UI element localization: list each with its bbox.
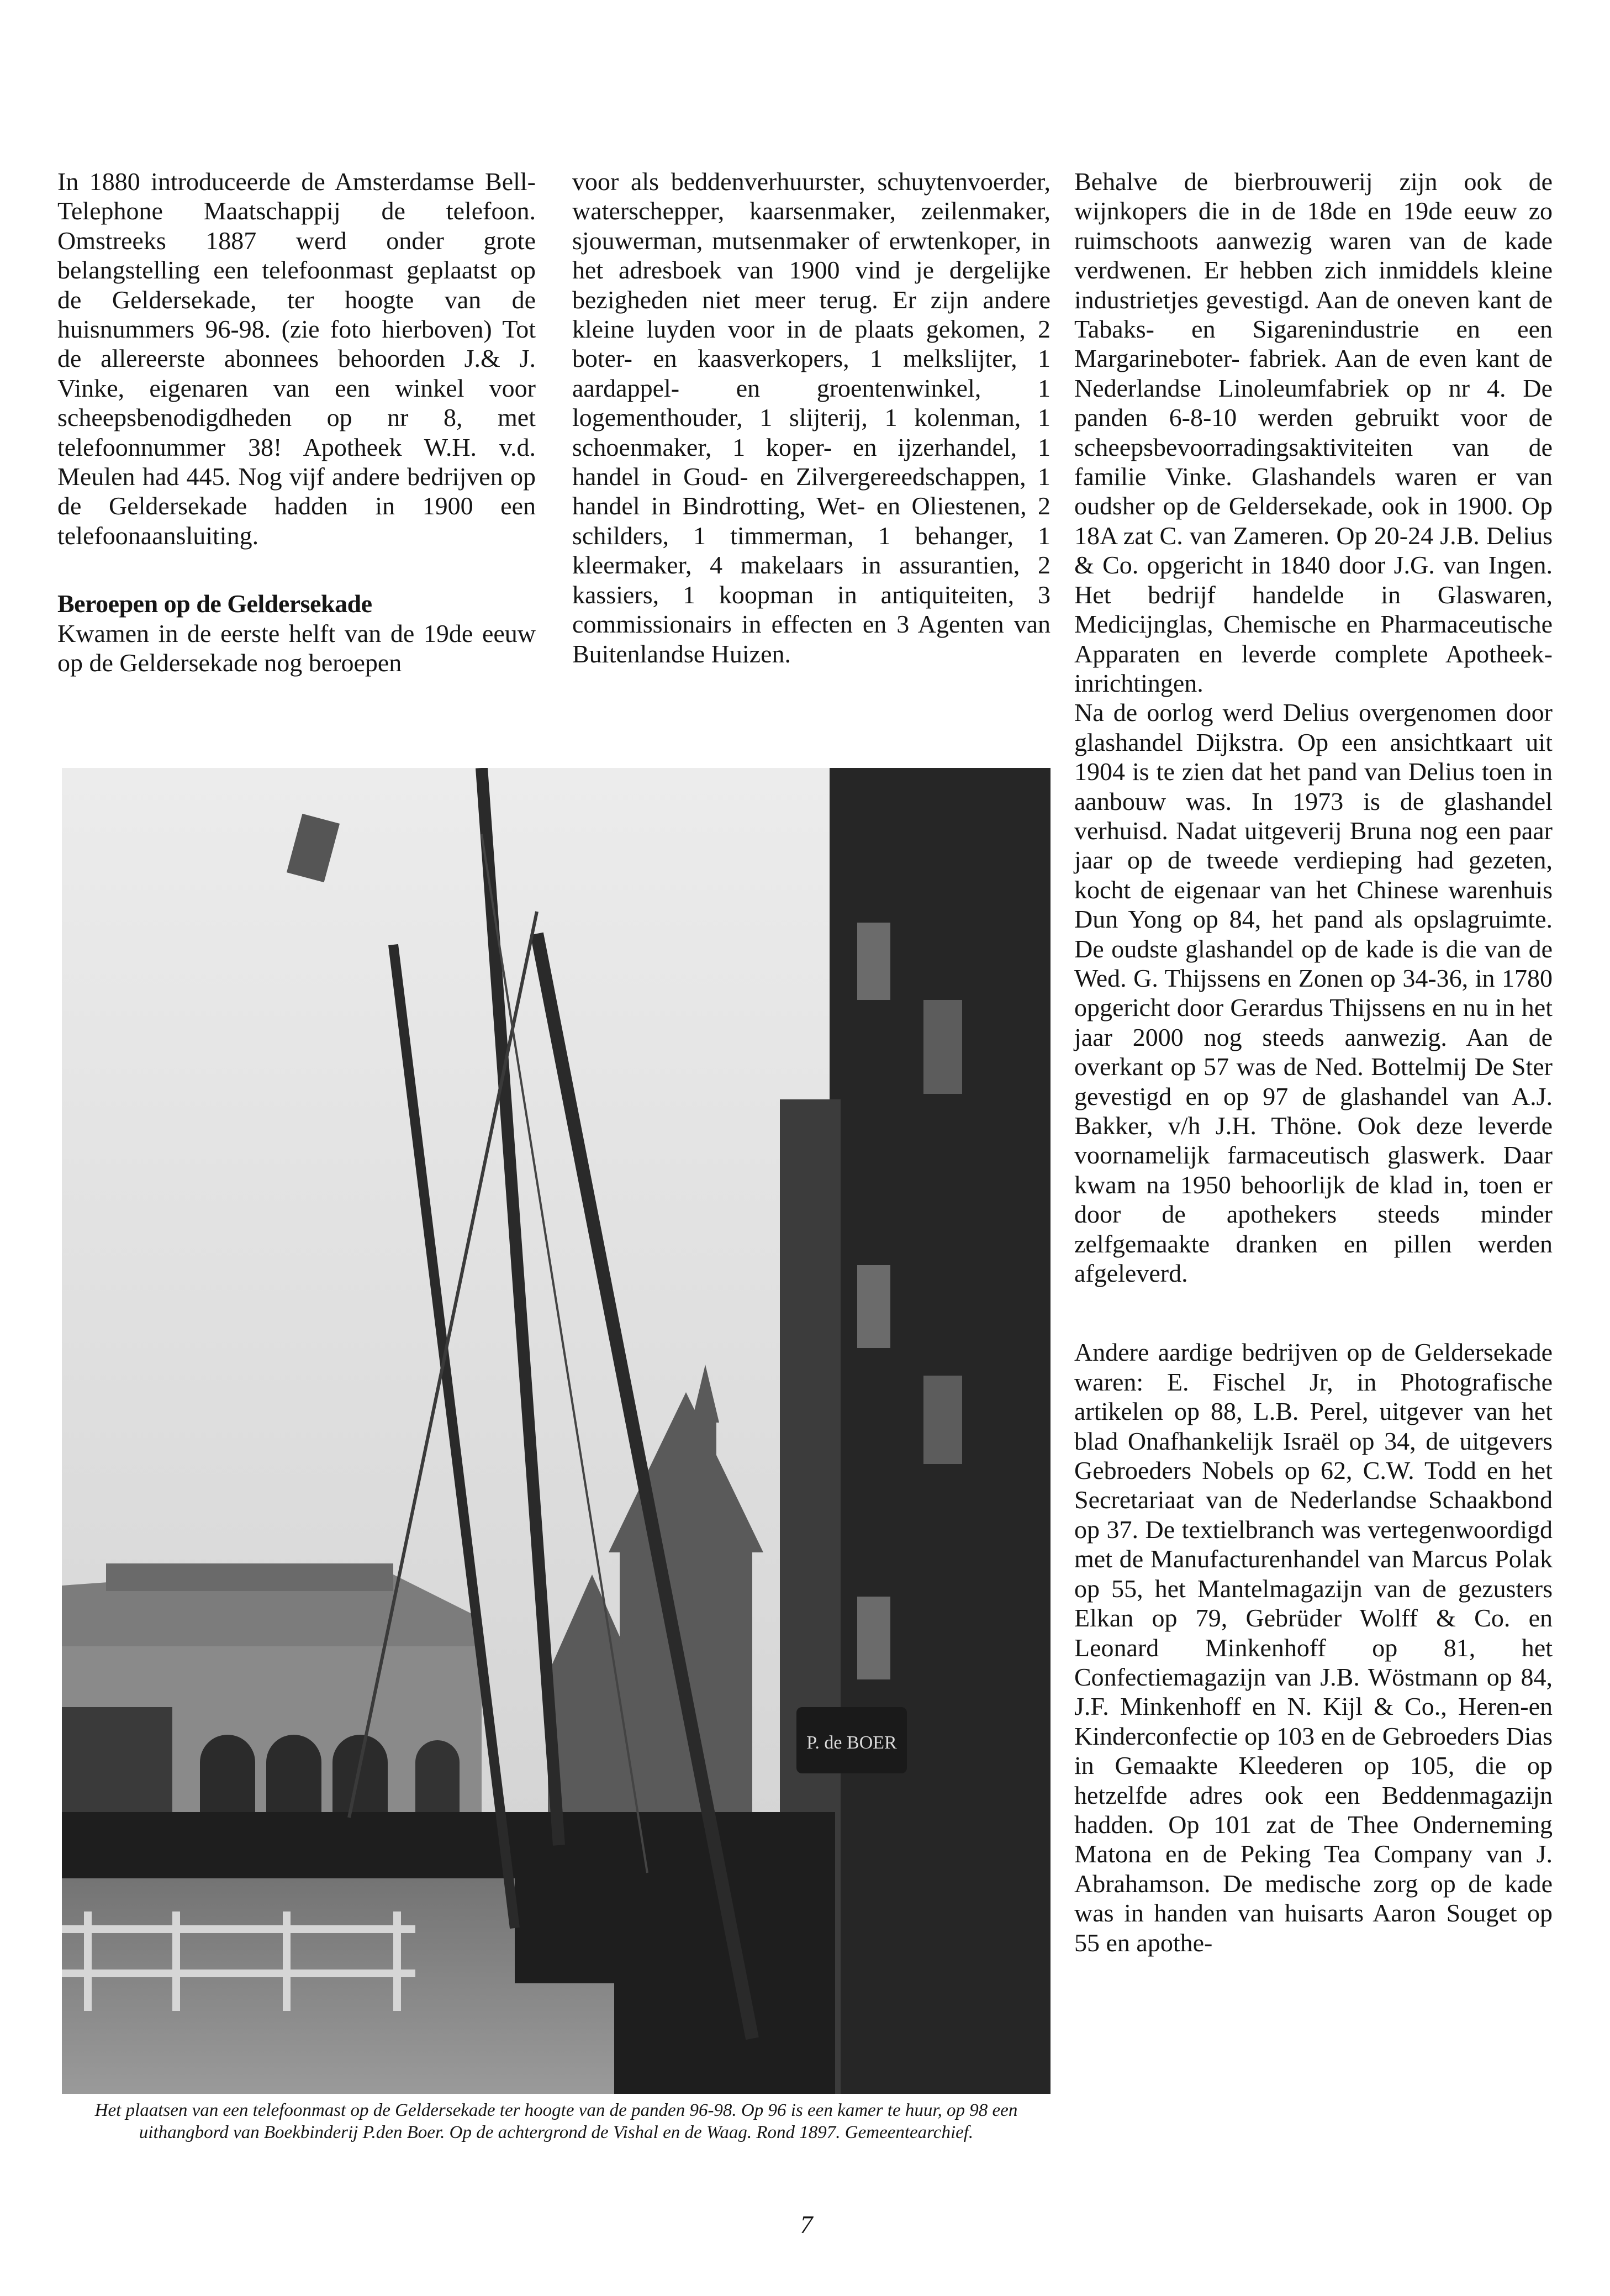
paragraph-professions-intro: Kwamen in de eerste helft van de 19de eeuw op de Geldersekade nog beroepen [57,619,536,677]
paragraph-glass-trade: Na de oorlog werd Delius overgenomen door glashandel Dijkstra. Op een ansichtkaart uit 1904 is te zien dat het pand van Delius toen in aanbouw was. In 1973 is de glashandel verhuisd. Nadat uitgeverij Bruna nog een paar jaar op de tweede verdieping had gezeten, kocht de eigenaar van het Chinese warenhuis Dun Yong op 84, het pand als opslagruimte. De oudste glashandel op de kade is die van de Wed. G. Thijssens en Zonen op 34-36, in 1780 opgericht door Gerardus Thijssens en nu in het jaar 2000 nog steeds aanwezig. Aan de overkant op 57 was de Ned. Bottelmij De Ster gevestigd en op 97 de glashandel van A.J. Bakker, v/h J.H. Thöne. Ook deze leverde voornamelijk farmaceutisch glaswerk. Daar kwam na 1950 behoorlijk de klad in, toen er door de apothekers steeds minder zelfgemaakte dranken en pillen werden afgeleverd. [1074,698,1553,1288]
paragraph-industries: Behalve de bierbrouwerij zijn ook de wijnkopers die in de 18de en 19de eeuw zo ruimschoots aanwezig waren van de kade verdwenen. Er hebben zich inmiddels kleine industrietjes gevestigd. Aan de oneven kant de Tabaks- en Sigarenindustrie en een Margarineboter- fabriek. Aan de even kant de Nederlandse Linoleumfabriek op nr 4. De panden 6-8-10 werden gebruikt voor de scheepsbevoorradingsaktiviteiten van de familie Vinke. Glashandels waren er van oudsher op de Geldersekade, ook in 1900. Op 18A zat C. van Zameren. Op 20-24 J.B. Delius & Co. opgericht in 1840 door J.G. van Ingen. Het bedrijf handelde in Glaswaren, Medicijnglas, Chemische en Pharmaceutische Apparaten en leverde complete Apotheek-inrichtingen. [1074,167,1553,697]
paragraph-other-businesses: Andere aardige bedrijven op de Geldersekade waren: E. Fischel Jr, in Photografische artikelen op 88, L.B. Perel, uitgever van het blad Onafhankelijk Israël op 34, de uitgevers Gebroeders Nobels op 62, C.W. Todd en het Secretariaat van de Nederlandse Schaakbond op 37. De textielbranch was vertegenwoordigd met de Manufacturenhandel van Marcus Polak op 55, het Mantelmagazijn van de gezusters Elkan op 79, Gebrüder Wolff & Co. en Leonard Minkenhoff op 81, het Confectiemagazijn van J.B. Wöstmann op 84, J.F. Minkenhoff en N. Kijl & Co., Heren-en Kinderconfectie op 103 en de Gebroeders Dias in Gemaakte Kleederen op 105, die op hetzelfde adres ook een Beddenmagazijn hadden. Op 101 zat de Thee Onderneming Matona en de Peking Tea Company van J. Abrahamson. De medische zorg op de kade was in handen van huisarts Aaron Souget op 55 en apothe- [1074,1338,1553,1957]
shop-sign-text: P. de BOER [806,1732,897,1753]
historic-photo [62,768,1051,2094]
text-column-2 [572,167,1051,668]
section-heading: Beroepen op de Geldersekade [57,589,372,618]
photo-illustration [62,768,1051,2094]
paragraph-telephone: In 1880 introduceerde de Amsterdamse Bell-Telephone Maatschappij de telefoon. Omstreeks 1887 werd onder grote belangstelling een telefoonmast geplaatst op de Geldersekade, ter hoogte van de huisnummers 96-98. (zie foto hierboven) Tot de allereerste abonnees behoorden J.& J. Vinke, eigenaren van een winkel voor scheepsbenodigdheden op nr 8, met telefoonnummer 38! Apotheek W.H. v.d. Meulen had 445. Nog vijf andere bedrijven op de Geldersekade hadden in 1900 een telefoonaansluiting. [57,167,536,550]
page-number: 7 [800,2210,813,2239]
vishal-building [62,1563,482,1851]
paragraph-professions: voor als beddenverhuurster, schuytenvoerder, waterschepper, kaarsenmaker, zeilenmaker, sjouwerman, mutsenmaker of erwtenkoper, in het adresboek van 1900 vind je dergelijke bezigheden niet meer terug. Er zijn andere kleine luyden voor in de plaats gekomen, 2 boter- en kaasverkopers, 1 melkslijter, 1 aardappel- en groentenwinkel, 1 logementhouder, 1 slijterij, 1 kolenman, 1 schoenmaker, 1 koper- en ijzerhandel, 1 handel in Goud- en Zilvergereedschappen, 1 handel in Bindrotting, Wet- en Oliestenen, 2 schilders, 1 timmerman, 1 behanger, 1 kleermaker, 4 makelaars in assurantien, 2 kassiers, 1 koopman in antiquiteiten, 3 commissionairs in effecten en 3 Agenten van Buitenlandse Huizen. [572,167,1051,668]
text-column-1 [57,167,536,678]
text-column-3 [1074,167,1553,1957]
photo-caption: Het plaatsen van een telefoonmast op de Geldersekade ter hoogte van de panden 96-98. Op 96 is een kamer te huur, op 98 een uithangbord van Boekbinderij P.den Boer. Op de achtergrond de Vishal en de Waag. Rond 1897. Gemeentearchief. [94,2100,1018,2142]
